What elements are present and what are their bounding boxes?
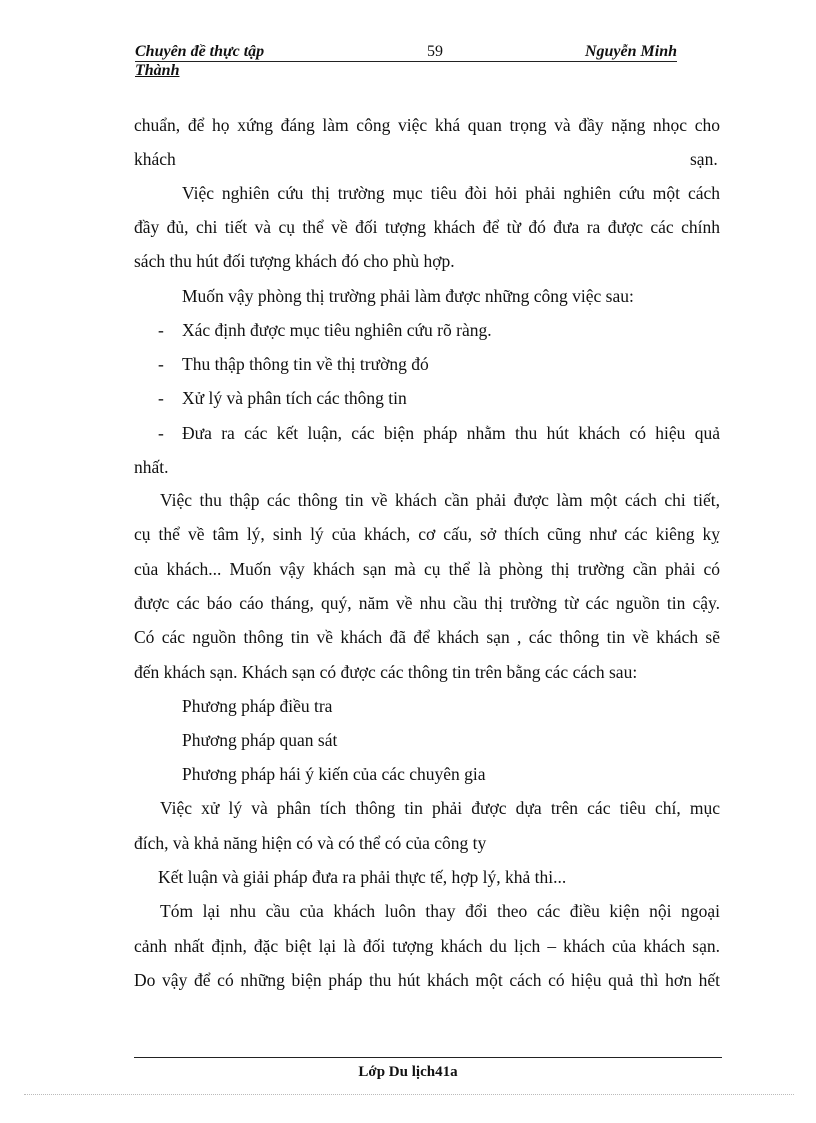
text-line: của khách... Muốn vậy khách sạn mà cụ thể là phòng thị trường cần phải có <box>134 559 720 579</box>
header-title: Chuyên đề thực tập <box>135 43 265 60</box>
text-line: Việc nghiên cứu thị trường mục tiêu đòi hỏi phải nghiên cứu một cách <box>182 183 720 203</box>
text-line: Việc xử lý và phân tích thông tin phải được dựa trên các tiêu chí, mục <box>160 798 720 818</box>
text-line: sách thu hút đối tượng khách đó cho phù hợp. <box>134 251 455 271</box>
text-line: Do vậy để có những biện pháp thu hút khách một cách có hiệu quả thì hơn hết <box>134 970 720 990</box>
list-dash: - <box>158 320 164 340</box>
text-line: Việc thu thập các thông tin về khách cần phải được làm một cách chi tiết, <box>160 490 720 510</box>
text-line: Có các nguồn thông tin về khách đã để khách sạn , các thông tin về khách sẽ <box>134 627 720 647</box>
text-line: nhất. <box>134 457 169 477</box>
method-item: Phương pháp điều tra <box>182 696 333 716</box>
header-author: Nguyễn Minh <box>584 43 677 60</box>
text-line: được các báo cáo tháng, quý, năm về nhu cầu thị trường từ các nguồn tin cậy. <box>134 593 720 613</box>
header-author-continuation: Thành <box>135 62 180 79</box>
list-item: Thu thập thông tin về thị trường đó <box>182 354 429 374</box>
text-line: đầy đủ, chi tiết và cụ thể về đối tượng khách để từ đó đưa ra được các chính <box>134 217 720 237</box>
footer-rule <box>134 1057 722 1058</box>
footer-class-label: Lớp Du lịch41a <box>358 1064 458 1080</box>
text-line: Kết luận và giải pháp đưa ra phải thực tế, hợp lý, khả thi... <box>158 867 567 887</box>
method-item: Phương pháp hái ý kiến của các chuyên gia <box>182 764 486 784</box>
list-dash: - <box>158 388 164 408</box>
list-dash: - <box>158 354 164 374</box>
text-line: đích, và khả năng hiện có và có thể có của công ty <box>134 833 487 853</box>
list-item: Xử lý và phân tích các thông tin <box>182 388 407 408</box>
list-item: Xác định được mục tiêu nghiên cứu rõ ràng. <box>182 320 492 340</box>
page-header <box>135 42 677 62</box>
list-dash: - <box>158 423 164 443</box>
text-line: khách <box>134 149 176 169</box>
text-line: chuẩn, để họ xứng đáng làm công việc khá quan trọng và đầy nặng nhọc cho <box>134 115 720 135</box>
text-line: đến khách sạn. Khách sạn có được các thông tin trên bằng các cách sau: <box>134 662 638 682</box>
text-line: Muốn vậy phòng thị trường phải làm được những công việc sau: <box>182 286 634 306</box>
page-number: 59 <box>427 43 443 60</box>
text-line: sạn. <box>690 149 718 169</box>
text-line: Tóm lại nhu cầu của khách luôn thay đổi theo các điều kiện nội ngoại <box>160 901 720 921</box>
list-item: Đưa ra các kết luận, các biện pháp nhằm thu hút khách có hiệu quả <box>182 423 720 443</box>
text-line: cảnh nhất định, đặc biệt lại là đối tượng khách du lịch – khách của khách sạn. <box>134 936 720 956</box>
text-line: cụ thể về tâm lý, sinh lý của khách, cơ cấu, sở thích cũng như các kiêng kỵ <box>134 524 720 544</box>
method-item: Phương pháp quan sát <box>182 730 338 750</box>
page-edge-dotted-line <box>24 1094 794 1095</box>
